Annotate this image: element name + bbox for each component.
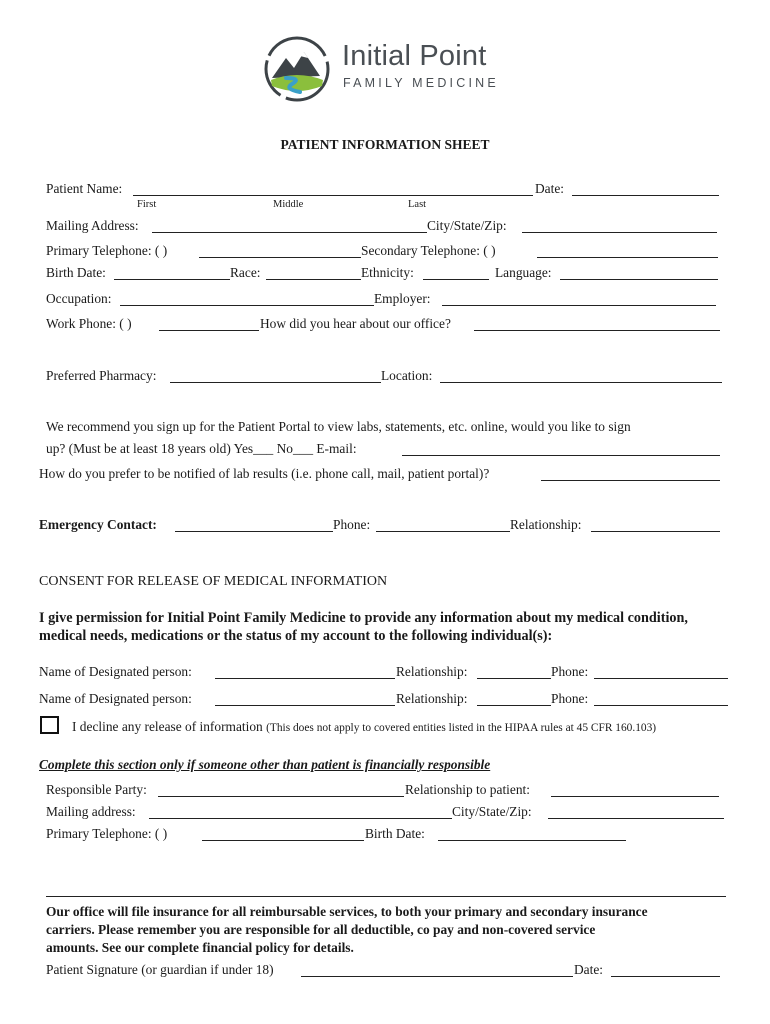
birth-date-field[interactable] [114, 279, 230, 280]
decline-release-label [72, 719, 656, 735]
city-state-zip-label: City/State/Zip: [427, 218, 507, 233]
responsible-party-label: Responsible Party: [46, 782, 147, 797]
consent-heading: CONSENT FOR RELEASE OF MEDICAL INFORMATION [39, 574, 388, 589]
how-hear-label: How did you hear about our office? [260, 316, 451, 331]
hipaa-note: (This does not apply to covered entities listed in the HIPAA rules at 45 CFR 160.103) [266, 722, 657, 734]
consent-paragraph-1: I give permission for Initial Point Family Medicine to provide any information about my medical condition, [39, 610, 688, 626]
signature-label: Patient Signature (or guardian if under 18) [46, 962, 274, 977]
mailing-address-label: Mailing Address: [46, 218, 139, 233]
work-phone-label: Work Phone: ( ) [46, 316, 132, 331]
employer-label: Employer: [374, 291, 431, 306]
decline-text: I decline any release of information [72, 719, 263, 734]
emergency-phone-field[interactable] [376, 531, 510, 532]
consent-paragraph-2: medical needs, medications or the status of my account to the following individual(s): [39, 628, 553, 644]
designated-label-1: Name of Designated person: [39, 664, 192, 679]
signature-field[interactable] [301, 976, 573, 977]
secondary-phone-field[interactable] [537, 257, 718, 258]
designated-relationship-field-2[interactable] [477, 705, 551, 706]
section-divider [46, 896, 726, 897]
designated-phone-field-2[interactable] [594, 705, 728, 706]
clinic-logo [262, 34, 516, 106]
designated-name-field-2[interactable] [215, 705, 395, 706]
responsible-mailing-label: Mailing address: [46, 804, 136, 819]
race-field[interactable] [266, 279, 361, 280]
responsible-birth-field[interactable] [438, 840, 626, 841]
birth-date-label: Birth Date: [46, 265, 106, 280]
ethnicity-field[interactable] [423, 279, 489, 280]
insurance-line-1: Our office will file insurance for all reimbursable services, to both your primary and secondary insurance [46, 904, 648, 919]
designated-relationship-field-1[interactable] [477, 678, 551, 679]
date-label: Date: [535, 181, 564, 196]
middle-sublabel: Middle [273, 199, 304, 210]
language-label: Language: [495, 265, 552, 280]
emergency-contact-label: Emergency Contact: [39, 517, 157, 532]
last-sublabel: Last [408, 199, 427, 210]
responsible-heading: Complete this section only if someone other than patient is financially responsible [39, 757, 491, 772]
designated-phone-label-2: Phone: [551, 691, 589, 706]
occupation-label: Occupation: [46, 291, 112, 306]
primary-phone-label: Primary Telephone: ( ) [46, 243, 168, 258]
mailing-address-field[interactable] [152, 232, 427, 233]
designated-phone-field-1[interactable] [594, 678, 728, 679]
emergency-relationship-label: Relationship: [510, 517, 582, 532]
race-label: Race: [230, 265, 261, 280]
responsible-relationship-label: Relationship to patient: [405, 782, 530, 797]
responsible-city-label: City/State/Zip: [452, 804, 532, 819]
patient-name-field[interactable] [133, 195, 533, 196]
employer-field[interactable] [442, 305, 716, 306]
ethnicity-label: Ethnicity: [361, 265, 414, 280]
portal-text: We recommend you sign up for the Patient Portal to view labs, statements, etc. online, would you like to sign [46, 419, 631, 434]
how-hear-field[interactable] [474, 330, 720, 331]
pharmacy-label: Preferred Pharmacy: [46, 368, 157, 383]
lab-notify-field[interactable] [541, 480, 720, 481]
lab-notify-label: How do you prefer to be notified of lab results (i.e. phone call, mail, patient portal)? [39, 466, 490, 481]
designated-label-2: Name of Designated person: [39, 691, 192, 706]
city-state-zip-field[interactable] [522, 232, 717, 233]
logo-subtitle: FAMILY MEDICINE [343, 76, 499, 90]
mountain-logo-icon [262, 34, 332, 104]
portal-text-2: up? (Must be at least 18 years old) Yes___ No___ E-mail: [46, 441, 357, 456]
designated-name-field-1[interactable] [215, 678, 395, 679]
responsible-party-field[interactable] [158, 796, 404, 797]
occupation-field[interactable] [120, 305, 374, 306]
designated-relationship-label-2: Relationship: [396, 691, 468, 706]
responsible-mailing-field[interactable] [149, 818, 452, 819]
responsible-birth-label: Birth Date: [365, 826, 425, 841]
responsible-phone-label: Primary Telephone: ( ) [46, 826, 168, 841]
secondary-phone-label: Secondary Telephone: ( ) [361, 243, 496, 258]
emergency-relationship-field[interactable] [591, 531, 720, 532]
emergency-contact-field[interactable] [175, 531, 333, 532]
pharmacy-field[interactable] [170, 382, 381, 383]
language-field[interactable] [560, 279, 718, 280]
location-field[interactable] [440, 382, 722, 383]
insurance-line-3: amounts. See our complete financial policy for details. [46, 940, 354, 955]
location-label: Location: [381, 368, 433, 383]
responsible-phone-field[interactable] [202, 840, 364, 841]
signature-date-label: Date: [574, 962, 603, 977]
page-title: PATIENT INFORMATION SHEET [280, 137, 490, 152]
work-phone-field[interactable] [159, 330, 259, 331]
signature-date-field[interactable] [611, 976, 720, 977]
responsible-relationship-field[interactable] [551, 796, 719, 797]
emergency-phone-label: Phone: [333, 517, 371, 532]
insurance-line-2: carriers. Please remember you are responsible for all deductible, co pay and non-covered service [46, 922, 596, 937]
logo-title: Initial Point [342, 40, 487, 72]
decline-release-checkbox[interactable] [40, 716, 59, 734]
date-field[interactable] [572, 195, 719, 196]
primary-phone-field[interactable] [199, 257, 361, 258]
patient-name-label: Patient Name: [46, 181, 123, 196]
responsible-city-field[interactable] [548, 818, 724, 819]
email-field[interactable] [402, 455, 720, 456]
first-sublabel: First [137, 199, 157, 210]
designated-phone-label-1: Phone: [551, 664, 589, 679]
designated-relationship-label-1: Relationship: [396, 664, 468, 679]
